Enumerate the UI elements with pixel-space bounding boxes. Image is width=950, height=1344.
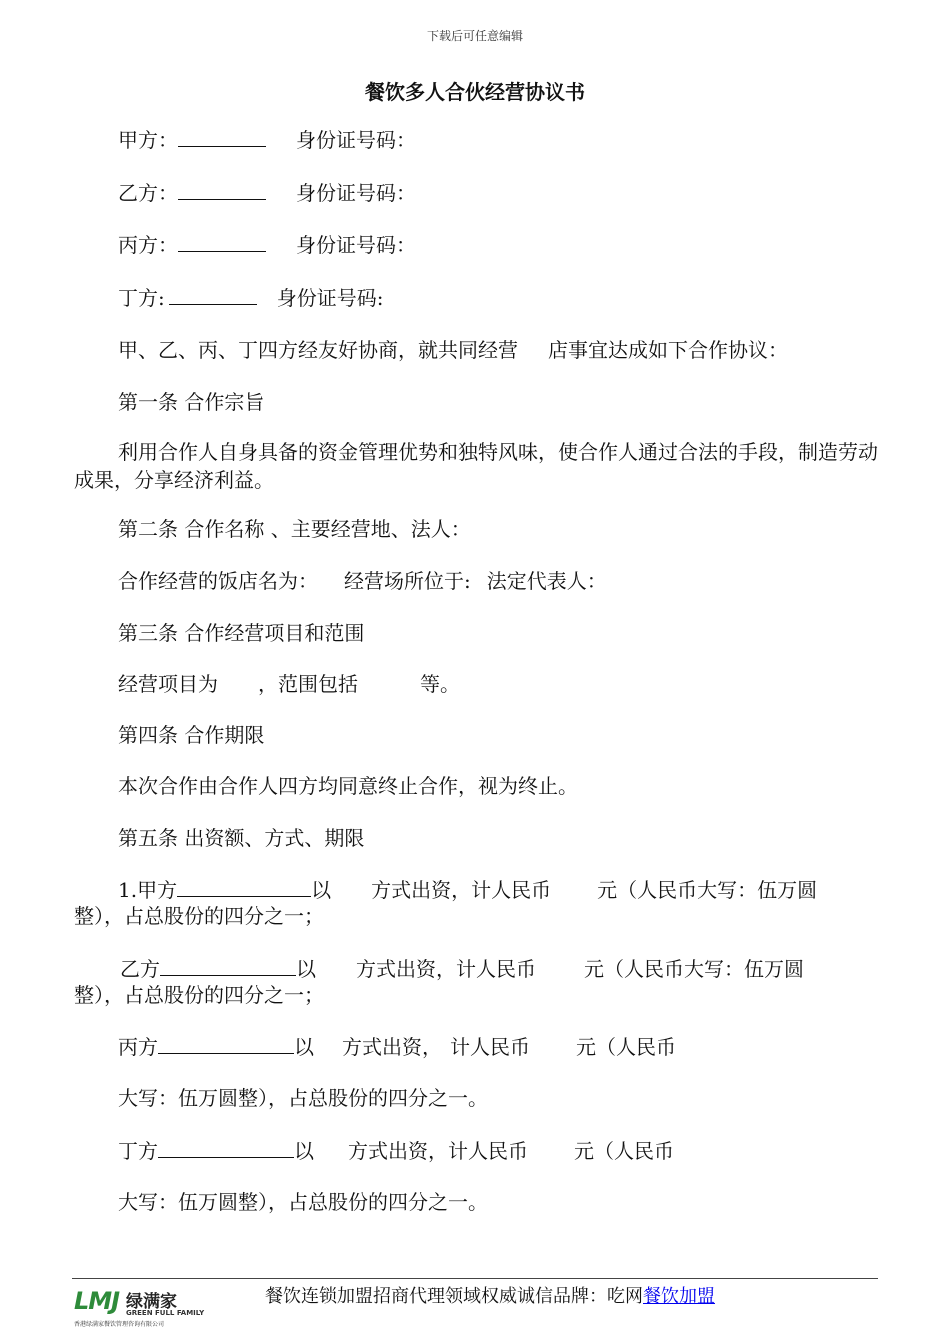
contribution-a-yuan-2: 整），占总股份的四分之一； bbox=[74, 904, 324, 928]
party-a-name-blank[interactable] bbox=[178, 126, 266, 147]
party-d-id-label: 身份证号码: bbox=[276, 286, 384, 310]
article-2-body bbox=[118, 568, 607, 594]
contribution-c-line1 bbox=[118, 1033, 676, 1060]
article-1-body: 利用合作人自身具备的资金管理优势和独特风味，使合作人通过合法的手段，制造劳动成果，分享经济利益。 bbox=[74, 440, 878, 492]
logo-mark: LMJ bbox=[74, 1287, 120, 1315]
contribution-a-party: 1.甲方 bbox=[118, 878, 178, 902]
party-d-label: 丁方: bbox=[118, 286, 165, 310]
contribution-d-party: 丁方 bbox=[118, 1139, 158, 1163]
contribution-a-blank[interactable] bbox=[177, 876, 311, 897]
party-c-label: 丙方： bbox=[118, 233, 178, 257]
contribution-c-party: 丙方 bbox=[118, 1035, 158, 1059]
contribution-b-method: 方式出资，计人民币 bbox=[356, 957, 536, 981]
party-a-label: 甲方： bbox=[118, 128, 178, 152]
contribution-d-by: 以 bbox=[294, 1139, 314, 1163]
company-logo bbox=[74, 1285, 224, 1335]
article-5-title: 第五条 出资额、方式、期限 bbox=[118, 826, 365, 850]
contribution-c-line2: 大写：伍万圆整），占总股份的四分之一。 bbox=[118, 1086, 488, 1110]
party-b-label: 乙方： bbox=[118, 181, 178, 205]
contribution-a-by: 以 bbox=[311, 878, 332, 902]
contribution-a-line1 bbox=[118, 876, 817, 903]
contribution-d-line2: 大写：伍万圆整），占总股份的四分之一。 bbox=[118, 1190, 488, 1214]
contribution-b-by: 以 bbox=[296, 957, 316, 981]
article-3-body bbox=[118, 671, 460, 697]
restaurant-name-label: 合作经营的饭店名为： bbox=[118, 569, 318, 593]
party-c-id-label: 身份证号码： bbox=[296, 233, 416, 257]
party-b-id-label: 身份证号码： bbox=[296, 181, 416, 205]
logo-english-name: GREEN FULL FAMILY bbox=[126, 1309, 205, 1317]
party-d-line bbox=[118, 284, 384, 311]
logo-chinese-name: 绿满家 bbox=[126, 1292, 177, 1312]
intro-line bbox=[118, 337, 788, 363]
article-4-body: 本次合作由合作人四方均同意终止合作，视为终止。 bbox=[118, 774, 578, 798]
location-label: 经营场所位于: bbox=[344, 569, 471, 593]
footer-text bbox=[265, 1282, 715, 1308]
party-a-line bbox=[118, 126, 416, 153]
article-1-title: 第一条 合作宗旨 bbox=[118, 390, 265, 414]
contribution-a-yuan-1: 元（人民币大写：伍万圆 bbox=[597, 878, 818, 902]
contribution-c-rmb: 计人民币 bbox=[450, 1035, 530, 1059]
intro-before: 甲、乙、丙、丁四方经友好协商，就共同经营 bbox=[118, 338, 518, 362]
party-b-line bbox=[118, 179, 416, 206]
document-title: 餐饮多人合伙经营协议书 bbox=[365, 80, 585, 104]
logo-company-name: 香港绿满家餐饮管理咨询有限公司 bbox=[74, 1321, 165, 1328]
contribution-b-yuan-2: 整），占总股份的四分之一； bbox=[74, 983, 324, 1007]
intro-after: 店事宜达成如下合作协议： bbox=[548, 338, 788, 362]
party-a-id-label: 身份证号码： bbox=[296, 128, 416, 152]
footer-link-catering-franchise[interactable]: 餐饮加盟 bbox=[643, 1286, 715, 1307]
footer-divider bbox=[72, 1278, 878, 1279]
contribution-b-line1 bbox=[120, 955, 804, 982]
scope-end: 等。 bbox=[420, 672, 460, 696]
party-d-name-blank[interactable] bbox=[169, 284, 257, 305]
footer-slogan: 餐饮连锁加盟招商代理领域权威诚信品牌：吃网 bbox=[265, 1286, 643, 1307]
party-b-name-blank[interactable] bbox=[178, 179, 266, 200]
contribution-b-line2 bbox=[74, 982, 324, 1008]
contribution-d-blank[interactable] bbox=[158, 1137, 294, 1158]
contribution-a-line2 bbox=[74, 903, 324, 929]
business-items-label: 经营项目为 bbox=[118, 672, 218, 696]
party-c-name-blank[interactable] bbox=[178, 231, 266, 252]
contribution-b-blank[interactable] bbox=[160, 955, 296, 976]
top-note: 下载后可任意编辑 bbox=[426, 29, 523, 43]
party-c-line bbox=[118, 231, 416, 258]
contribution-b-yuan-1: 元（人民币大写：伍万圆 bbox=[584, 957, 804, 981]
contribution-c-method: 方式出资， bbox=[342, 1035, 442, 1059]
legal-rep-label: 法定代表人： bbox=[486, 569, 607, 593]
scope-label: ，范围包括 bbox=[258, 672, 358, 696]
contribution-c-blank[interactable] bbox=[158, 1033, 294, 1054]
contribution-a-method: 方式出资，计人民币 bbox=[371, 878, 552, 902]
contribution-c-by: 以 bbox=[294, 1035, 314, 1059]
contribution-d-method: 方式出资，计人民币 bbox=[348, 1139, 528, 1163]
article-2-title: 第二条 合作名称 、主要经营地、法人： bbox=[118, 517, 471, 541]
article-3-title: 第三条 合作经营项目和范围 bbox=[118, 621, 365, 645]
article-4-title: 第四条 合作期限 bbox=[118, 723, 265, 747]
contribution-b-party: 乙方 bbox=[120, 957, 160, 981]
contribution-d-line1 bbox=[118, 1137, 674, 1164]
contribution-d-yuan: 元（人民币 bbox=[574, 1139, 674, 1163]
contribution-c-yuan: 元（人民币 bbox=[576, 1035, 676, 1059]
